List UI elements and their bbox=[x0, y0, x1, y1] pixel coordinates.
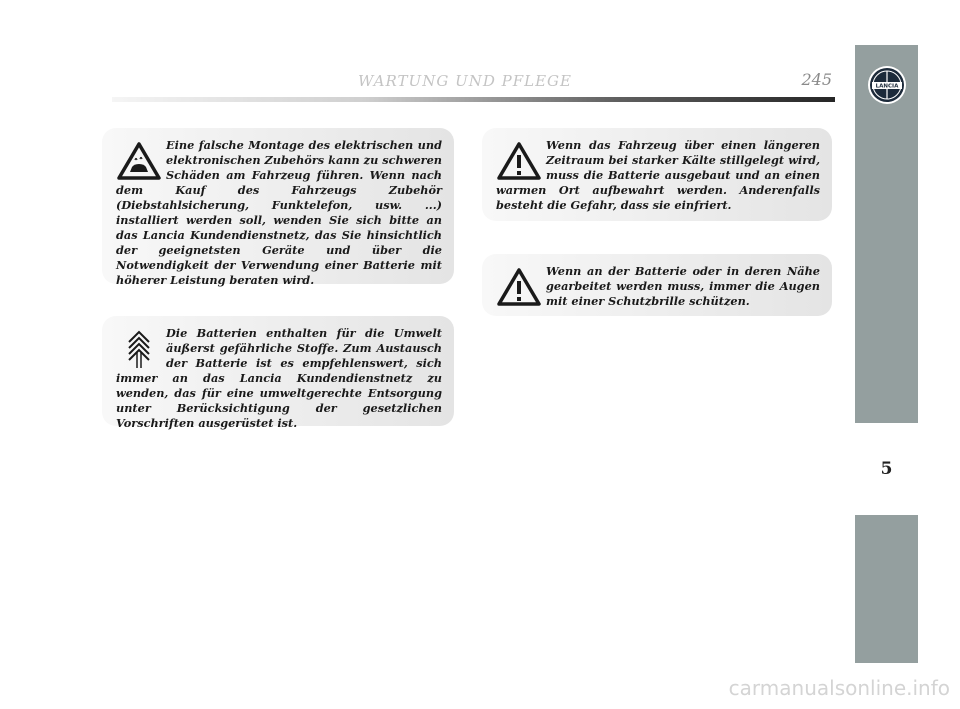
note-eye-protection bbox=[482, 254, 832, 316]
note-accessory-installation bbox=[102, 128, 454, 287]
warning-icon bbox=[496, 266, 542, 308]
page-number: 245 bbox=[801, 70, 832, 89]
chapter-sidebar bbox=[855, 45, 918, 663]
watermark: carmanualsonline.info bbox=[728, 676, 950, 700]
header-rule bbox=[112, 97, 835, 102]
environment-icon bbox=[116, 328, 162, 370]
car-care-icon bbox=[116, 140, 162, 182]
note-battery-disposal bbox=[102, 316, 454, 430]
note-text: Wenn an der Batterie oder in deren Nähe gearbeitet werden muss, immer die Augen mit einer Schutzbrille schützen. bbox=[546, 264, 820, 308]
note-cold-storage bbox=[482, 128, 832, 221]
page-header-title: WARTUNG UND PFLEGE bbox=[358, 72, 572, 90]
note-text: Die Batterien enthalten für die Umwelt äußerst gefährliche Stoffe. Zum Austausch der Batterie ist es empfehlenswert, sich immer an das Lancia Kundendienstnetz zu wenden, das für eine umweltgerechte Entsorgung unter Berücksichtigung der gesetzlichen Vorschriften ausgerüstet ist. bbox=[116, 326, 442, 430]
svg-text:LANCIA: LANCIA bbox=[875, 83, 899, 90]
note-text: Wenn das Fahrzeug über einen längeren Zeitraum bei starker Kälte stillgelegt wird, muss die Batterie ausgebaut und an einen warmen Ort aufbewahrt werden. Anderenfalls besteht die Gefahr, dass sie einfriert. bbox=[496, 138, 820, 212]
lancia-logo bbox=[867, 63, 907, 107]
note-text: Eine falsche Montage des elektrischen und elektronischen Zubehörs kann zu schweren Schäden am Fahrzeug führen. Wenn nach dem Kauf des Fahrzeugs Zubehör (Diebstahlsicherung, Funktelefon, usw. ...) installiert werden soll, wenden Sie sich bitte an das Lancia Kundendienstnetz, das Sie hinsichtlich der geeignetsten Geräte und über die Notwendigkeit der Verwendung einer Batterie mit höherer Leistung beraten wird. bbox=[116, 138, 442, 287]
chapter-tab[interactable]: 5 bbox=[855, 423, 918, 515]
warning-icon bbox=[496, 140, 542, 182]
